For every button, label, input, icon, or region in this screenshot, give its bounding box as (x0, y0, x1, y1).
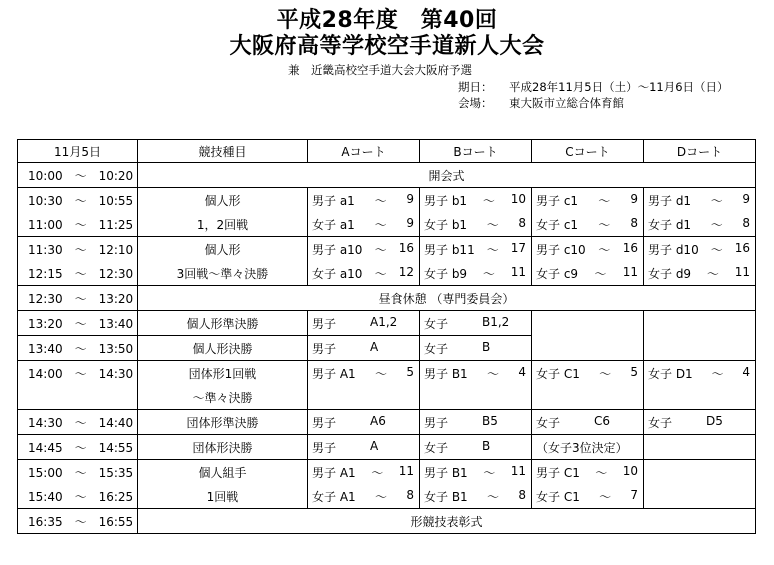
schedule-table (17, 139, 756, 534)
table-row (18, 163, 756, 188)
event-cell: 開会式 (138, 163, 756, 188)
court-cell: 女子 B1 ～ 8 (420, 484, 532, 509)
court-cell (644, 385, 756, 410)
court-cell: 男子 a1 ～ 9 (308, 188, 420, 213)
court-cell (532, 311, 644, 361)
court-cell: 男子 c1 ～ 9 (532, 188, 644, 213)
time-cell: 12:15 ～ 12:30 (18, 261, 138, 286)
court-cell: 女子 B (420, 435, 532, 460)
header-date: 11月5日 (18, 140, 138, 163)
court-cell: 女子 c9 ～ 11 (532, 261, 644, 286)
court-cell (644, 435, 756, 460)
time-cell: 11:30 ～ 12:10 (18, 237, 138, 262)
court-cell: 男子 B1 ～ 4 (420, 361, 532, 386)
table-row (18, 311, 756, 336)
court-cell: 女子 D1 ～ 4 (644, 361, 756, 386)
venue-value: 東大阪市立総合体育館 (509, 96, 624, 110)
court-cell: 男子 B1 ～ 11 (420, 460, 532, 485)
table-row (18, 188, 756, 213)
date-value: 平成28年11月5日（土）～11月6日（日） (509, 80, 729, 94)
event-cell: 1，2回戦 (138, 212, 308, 237)
event-cell: 団体形準決勝 (138, 410, 308, 435)
time-cell: 10:00 ～ 10:20 (18, 163, 138, 188)
event-cell: ～準々決勝 (138, 385, 308, 410)
court-cell (644, 460, 756, 509)
court-cell: 女子 C6 (532, 410, 644, 435)
event-cell: 個人形 (138, 237, 308, 262)
event-cell: 団体形1回戦 (138, 361, 308, 386)
court-cell (644, 311, 756, 361)
time-cell: 14:45 ～ 14:55 (18, 435, 138, 460)
court-cell: 男子 b1 ～ 10 (420, 188, 532, 213)
court-cell: 女子 a1 ～ 9 (308, 212, 420, 237)
court-cell: 女子 D5 (644, 410, 756, 435)
header-court-d: Dコート (644, 140, 756, 163)
event-cell: 団体形決勝 (138, 435, 308, 460)
table-row (18, 212, 756, 237)
court-cell (532, 385, 644, 410)
court-cell: 女子 a10 ～ 12 (308, 261, 420, 286)
table-row (18, 385, 756, 410)
court-cell: （女子3位決定） (532, 435, 644, 460)
court-cell: 男子 c10 ～ 16 (532, 237, 644, 262)
venue-label: 会場： (458, 96, 493, 110)
time-cell: 15:40 ～ 16:25 (18, 484, 138, 509)
court-cell: 女子 b1 ～ 8 (420, 212, 532, 237)
header-court-a: Aコート (308, 140, 420, 163)
court-cell: 男子 A (308, 336, 420, 361)
event-cell: 形競技表彰式 (138, 509, 756, 534)
header-court-b: Bコート (420, 140, 532, 163)
court-cell: 男子 a10 ～ 16 (308, 237, 420, 262)
date-label: 期日： (458, 80, 493, 94)
table-row (18, 509, 756, 534)
event-cell: 3回戦～準々決勝 (138, 261, 308, 286)
time-cell: 12:30 ～ 13:20 (18, 286, 138, 311)
time-cell: 13:40 ～ 13:50 (18, 336, 138, 361)
subtitle: 兼 近畿高校空手道大会大阪府予選 (288, 63, 472, 77)
time-cell: 15:00 ～ 15:35 (18, 460, 138, 485)
time-cell: 13:20 ～ 13:40 (18, 311, 138, 336)
court-cell: 男子 b11 ～ 17 (420, 237, 532, 262)
time-cell: 11:00 ～ 11:25 (18, 212, 138, 237)
court-cell: 女子 c1 ～ 8 (532, 212, 644, 237)
court-cell: 女子 B (420, 336, 532, 361)
header-court-c: Cコート (532, 140, 644, 163)
court-cell: 男子 d1 ～ 9 (644, 188, 756, 213)
time-cell: 14:00 ～ 14:30 (18, 361, 138, 386)
table-row (18, 237, 756, 262)
court-cell: 男子 B5 (420, 410, 532, 435)
court-cell: 女子 b9 ～ 11 (420, 261, 532, 286)
event-cell: 個人形準決勝 (138, 311, 308, 336)
event-cell: 個人形決勝 (138, 336, 308, 361)
court-cell: 女子 C1 ～ 5 (532, 361, 644, 386)
court-cell: 女子 C1 ～ 7 (532, 484, 644, 509)
court-cell: 女子 A1 ～ 8 (308, 484, 420, 509)
header-row (18, 140, 756, 163)
title-line-2: 大阪府高等学校空手道新人大会 (229, 34, 545, 59)
table-row (18, 361, 756, 386)
header-event: 競技種目 (138, 140, 308, 163)
court-cell: 男子 A (308, 435, 420, 460)
table-row (18, 435, 756, 460)
court-cell: 男子 C1 ～ 10 (532, 460, 644, 485)
court-cell: 男子 A1 ～ 5 (308, 361, 420, 386)
table-row (18, 410, 756, 435)
time-cell: 14:30 ～ 14:40 (18, 410, 138, 435)
time-cell: 16:35 ～ 16:55 (18, 509, 138, 534)
court-cell: 女子 d9 ～ 11 (644, 261, 756, 286)
time-cell (18, 385, 138, 410)
court-cell: 女子 B1,2 (420, 311, 532, 336)
court-cell: 男子 A1,2 (308, 311, 420, 336)
table-row (18, 460, 756, 485)
event-cell: 昼食休憩 （専門委員会） (138, 286, 756, 311)
court-cell: 男子 A6 (308, 410, 420, 435)
title-line-1: 平成28年度 第40回 (276, 8, 498, 33)
time-cell: 10:30 ～ 10:55 (18, 188, 138, 213)
event-cell: 個人形 (138, 188, 308, 213)
event-cell: 個人組手 (138, 460, 308, 485)
court-cell (308, 385, 420, 410)
table-row (18, 286, 756, 311)
court-cell: 男子 A1 ～ 11 (308, 460, 420, 485)
court-cell: 男子 d10 ～ 16 (644, 237, 756, 262)
court-cell (420, 385, 532, 410)
court-cell: 女子 d1 ～ 8 (644, 212, 756, 237)
table-row (18, 261, 756, 286)
event-cell: 1回戦 (138, 484, 308, 509)
